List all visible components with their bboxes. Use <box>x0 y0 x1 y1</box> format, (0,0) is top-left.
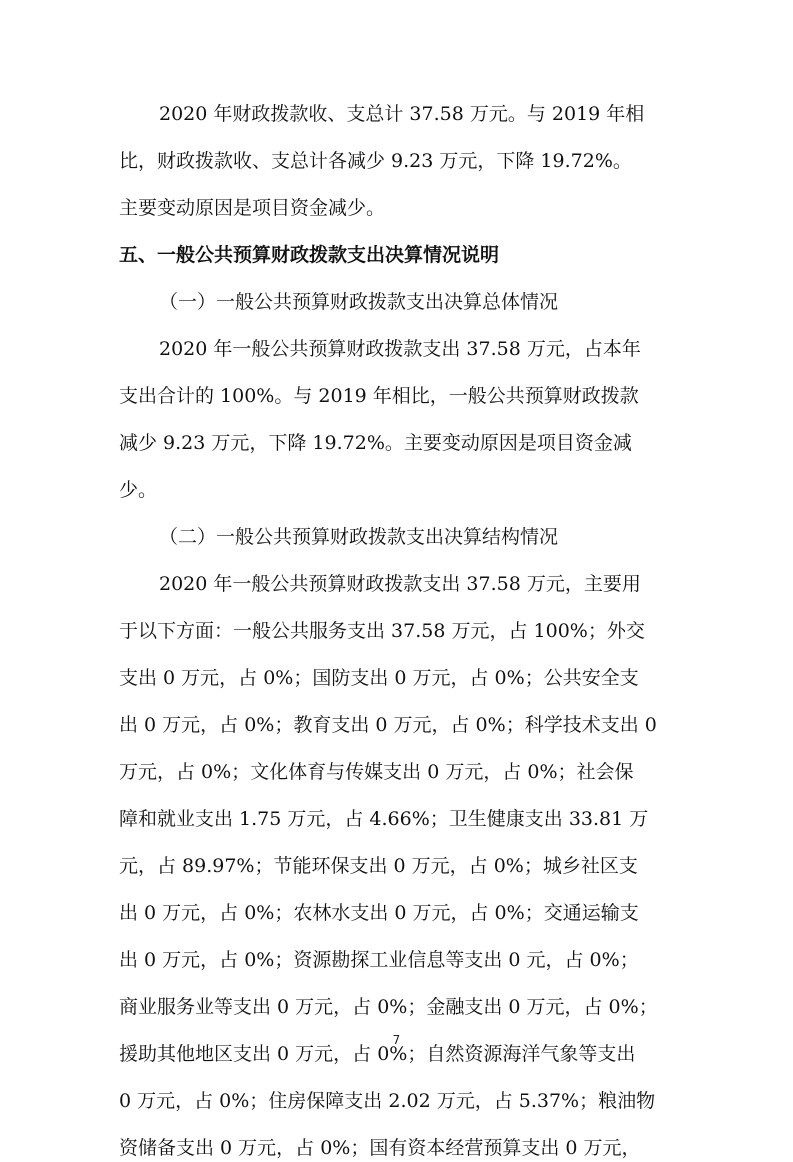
page-number: 7 <box>392 1033 401 1047</box>
paragraph-line: 支出 0 万元，占 0%；国防支出 0 万元，占 0%；公共安全支 <box>119 667 639 689</box>
paragraph-line: 2020 年一般公共预算财政拨款支出 37.58 万元，主要用 <box>159 573 641 595</box>
paragraph-line: 资储备支出 0 万元，占 0%；国有资本经营预算支出 0 万元， <box>119 1137 641 1159</box>
paragraph-line: 援助其他地区支出 0 万元，占 0%；自然资源海洋气象等支出 <box>119 1043 636 1065</box>
paragraph-line: 元，占 89.97%；节能环保支出 0 万元，占 0%；城乡社区支 <box>119 855 638 877</box>
paragraph-line: 减少 9.23 万元，下降 19.72%。主要变动原因是项目资金减 <box>119 432 632 454</box>
section-heading: 五、一般公共预算财政拨款支出决算情况说明 <box>119 244 500 266</box>
subsection-heading: （二）一般公共预算财政拨款支出决算结构情况 <box>159 526 559 548</box>
paragraph-line: 比，财政拨款收、支总计各减少 9.23 万元，下降 19.72%。 <box>119 150 632 172</box>
paragraph-line: 支出合计的 100%。与 2019 年相比，一般公共预算财政拨款 <box>119 385 639 407</box>
paragraph-line: 少。 <box>119 479 158 501</box>
paragraph-line: 2020 年财政拨款收、支总计 37.58 万元。与 2019 年相 <box>159 103 645 125</box>
subsection-heading: （一）一般公共预算财政拨款支出决算总体情况 <box>159 291 559 313</box>
paragraph-line: 万元，占 0%；文化体育与传媒支出 0 万元，占 0%；社会保 <box>119 761 634 783</box>
paragraph-line: 出 0 万元，占 0%；农林水支出 0 万元，占 0%；交通运输支 <box>119 902 639 924</box>
paragraph-line: 2020 年一般公共预算财政拨款支出 37.58 万元，占本年 <box>159 338 641 360</box>
paragraph-line: 出 0 万元，占 0%；资源勘探工业信息等支出 0 元，占 0%； <box>119 949 639 971</box>
paragraph-line: 0 万元，占 0%；住房保障支出 2.02 万元，占 5.37%；粮油物 <box>119 1090 656 1112</box>
paragraph-line: 障和就业支出 1.75 万元，占 4.66%；卫生健康支出 33.81 万 <box>119 808 649 830</box>
paragraph-line: 出 0 万元，占 0%；教育支出 0 万元，占 0%；科学技术支出 0 <box>119 714 657 736</box>
paragraph-line: 于以下方面：一般公共服务支出 37.58 万元，占 100%；外交 <box>119 620 645 642</box>
paragraph-line: 商业服务业等支出 0 万元，占 0%；金融支出 0 万元，占 0%； <box>119 996 658 1018</box>
paragraph-line: 主要变动原因是项目资金减少。 <box>119 197 386 219</box>
